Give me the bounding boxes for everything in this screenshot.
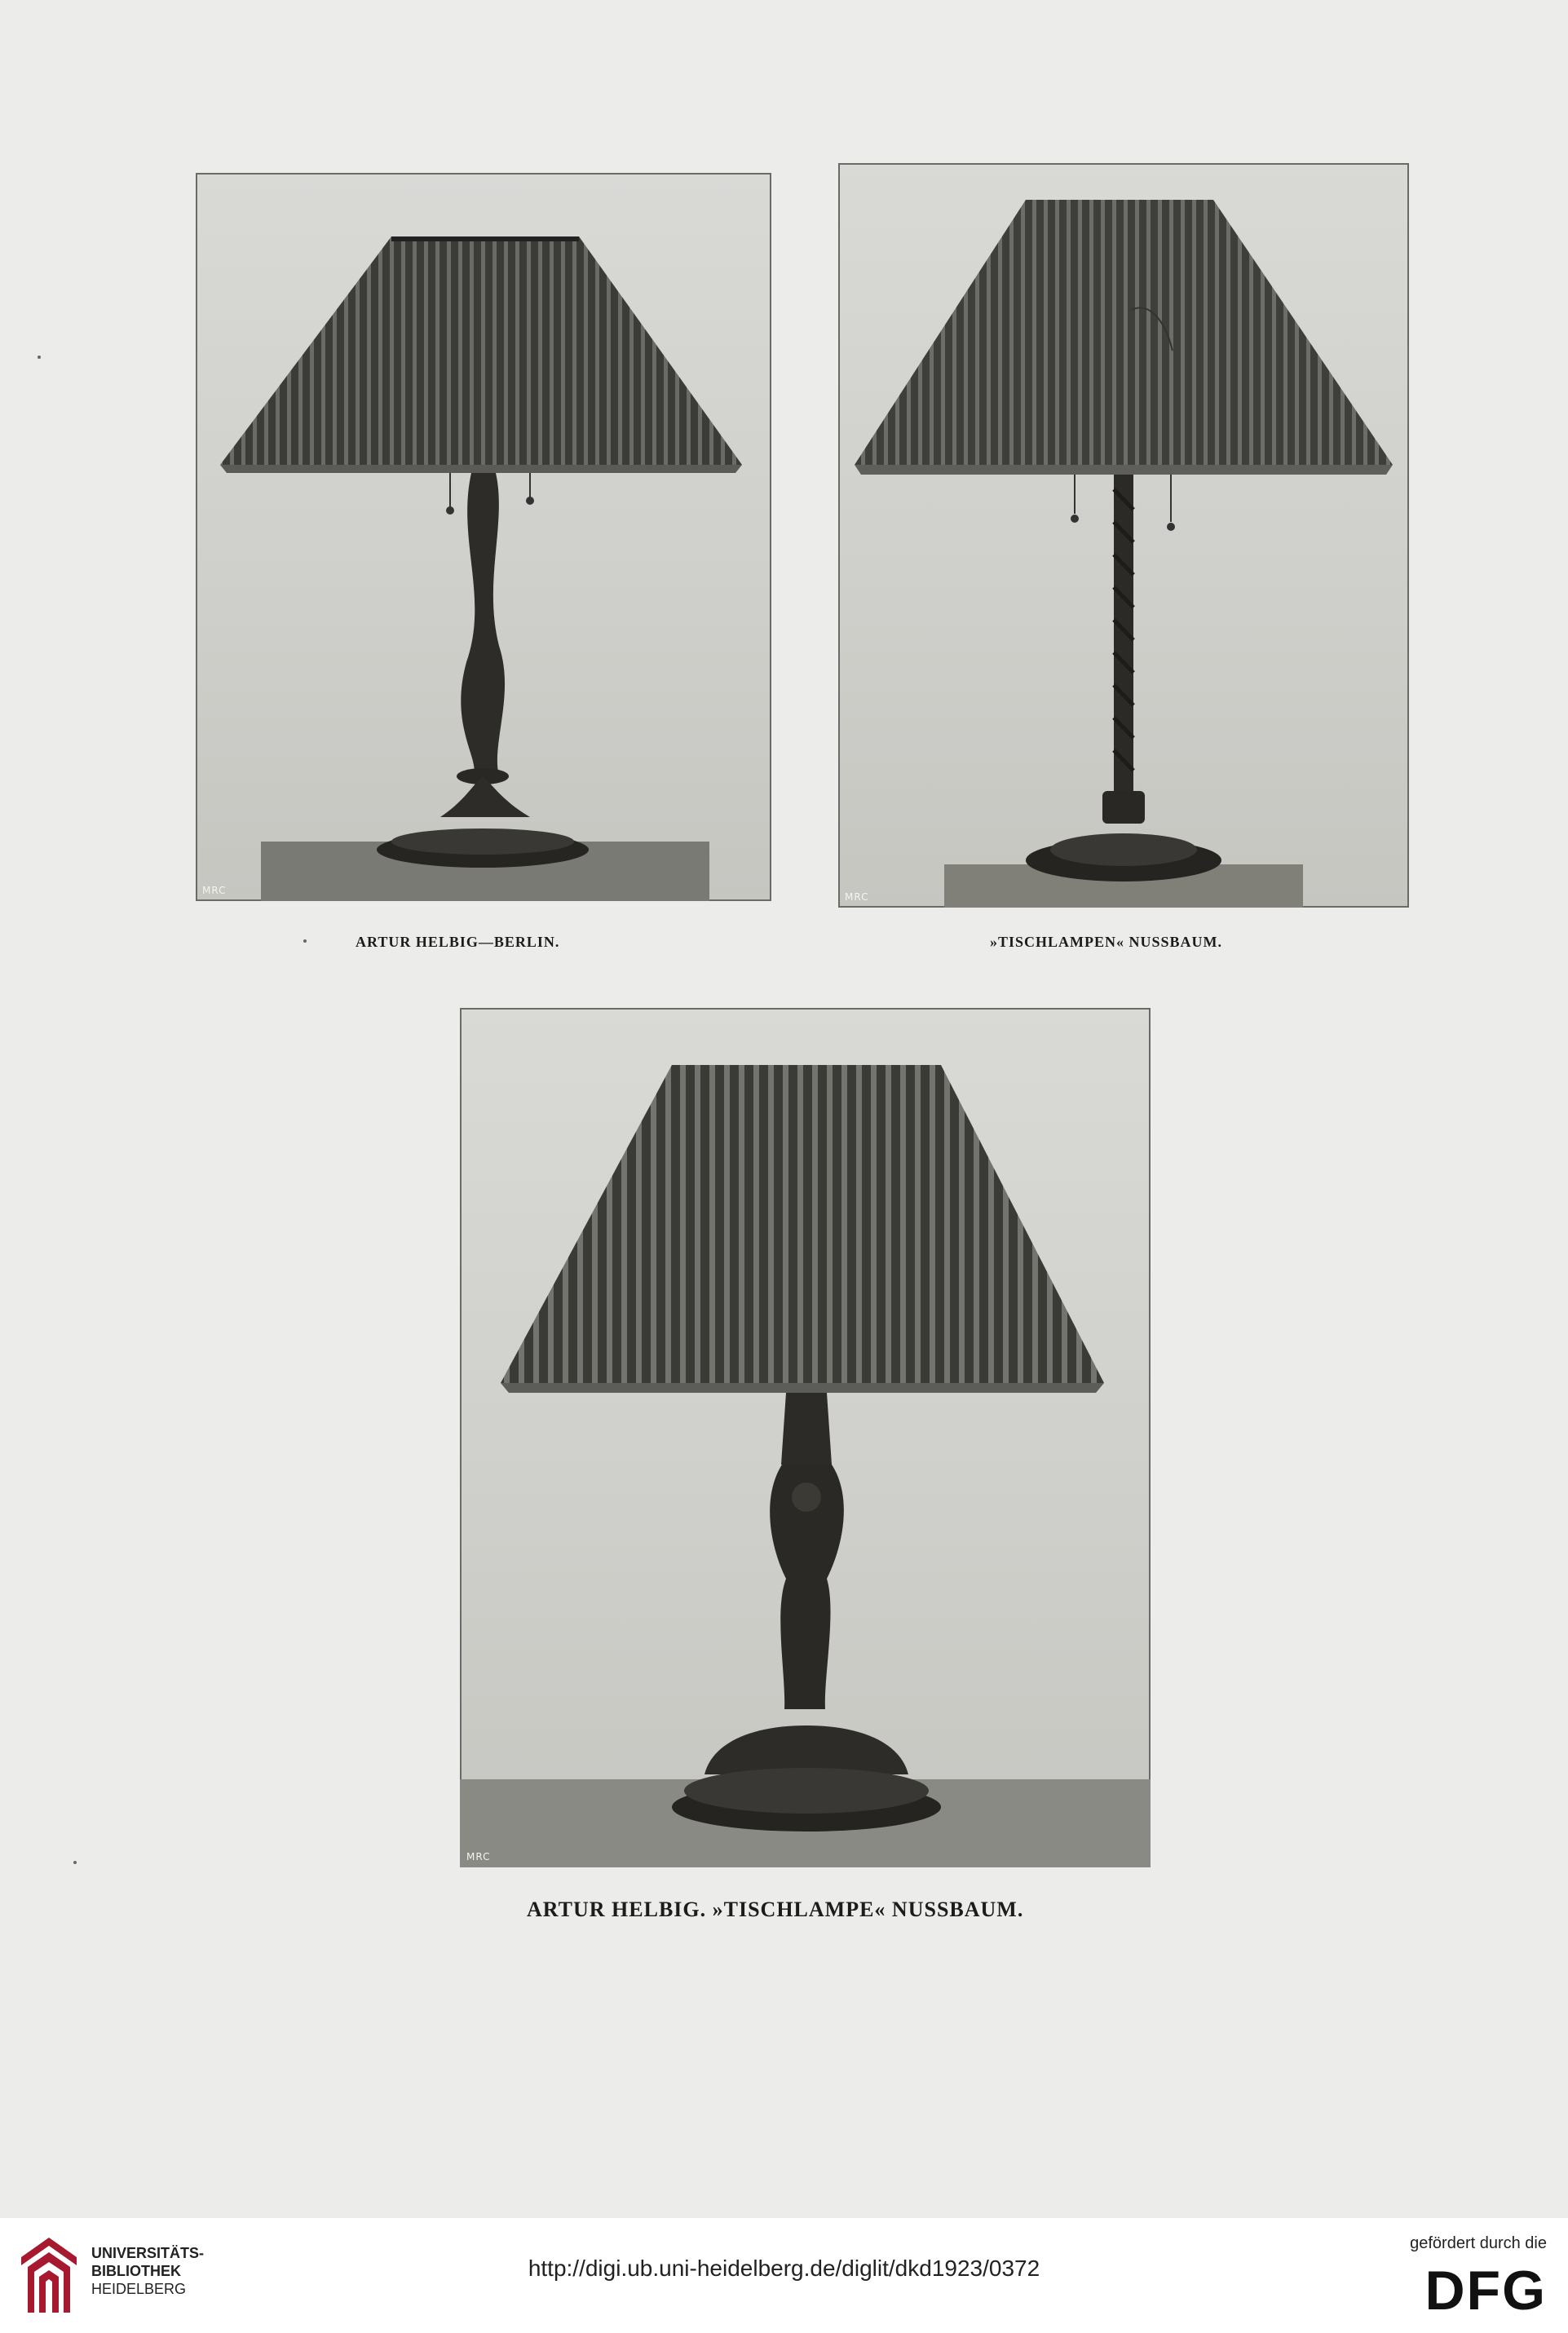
library-line-1: UNIVERSITÄTS- [91,2245,205,2261]
library-line-3: HEIDELBERG [91,2281,187,2297]
photo-lamp-twisted-base [196,173,771,901]
caption-top-right: »TISCHLAMPEN« NUSSBAUM. [990,934,1223,950]
photo-lamp-spiral-stem [838,163,1409,908]
paper-speck [73,1861,77,1864]
caption-bottom: ARTUR HELBIG. »TISCHLAMPE« NUSSBAUM. [527,1898,1024,1921]
lamp-illustration [460,1008,1151,1867]
photographer-mark: MRC [202,885,227,896]
library-line-2: BIBLIOTHEK [91,2263,181,2279]
paper-speck [303,939,307,943]
lamp-illustration [196,173,771,901]
lamp-illustration [838,163,1409,908]
caption-top-left: ARTUR HELBIG—BERLIN. [356,934,560,950]
permalink-url[interactable]: http://digi.ub.uni-heidelberg.de/diglit/dkd1923/0372 [528,2256,1040,2281]
dfg-logo-icon: DFG [1424,2260,1547,2322]
photographer-mark: MRC [845,891,869,903]
paper-speck [38,356,41,359]
photo-lamp-figure-base [460,1008,1151,1867]
photographer-mark: MRC [466,1851,491,1862]
sponsor-label: gefördert durch die [1410,2234,1547,2252]
